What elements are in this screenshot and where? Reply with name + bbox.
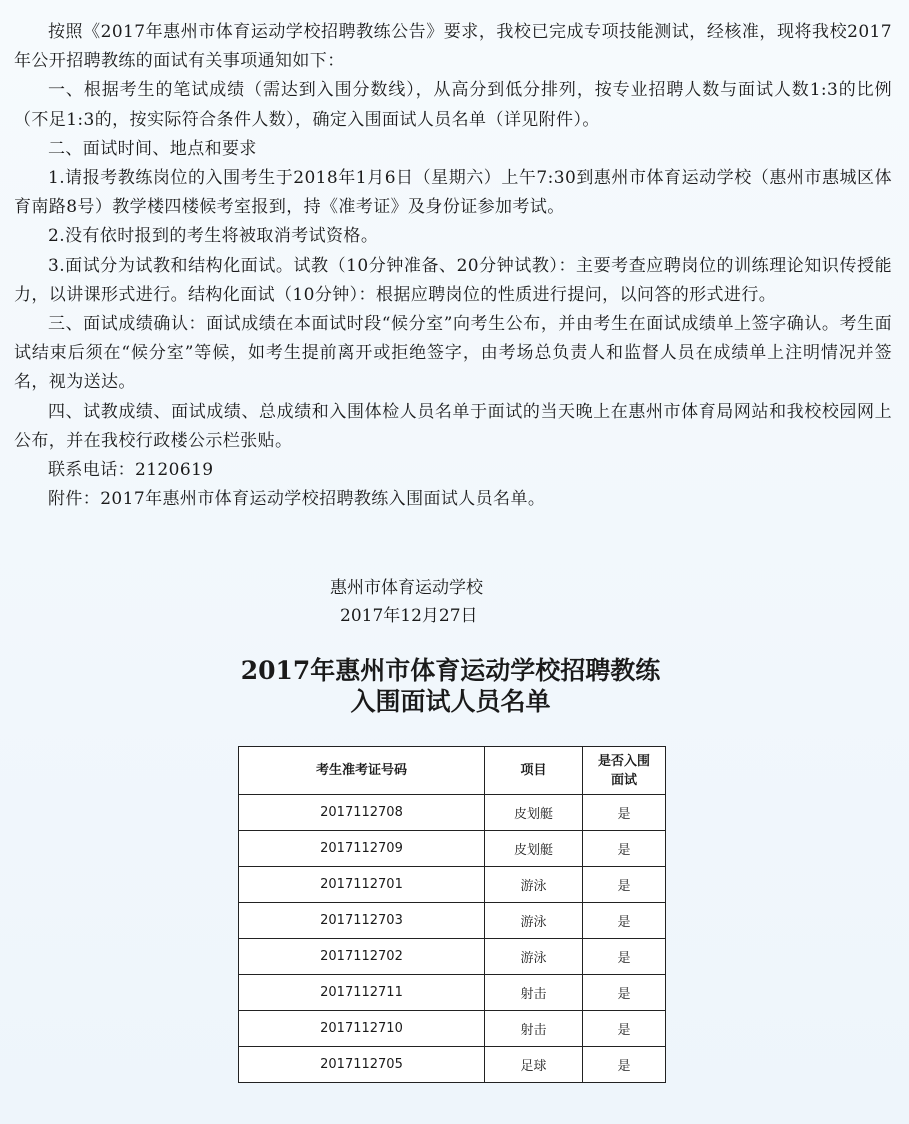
- cell-exam-number: 2017112705: [239, 1047, 485, 1083]
- notice-paragraph-section-1: 一、根据考生的笔试成绩（需达到入围分数线），从高分到低分排列，按专业招聘人数与面试人数1:3的比例（不足1:3的，按实际符合条件人数），确定入围面试人员名单（详见附件）。: [14, 80, 892, 130]
- table-row: [239, 903, 666, 939]
- cell-shortlisted: 是: [583, 795, 666, 831]
- notice-body: [14, 18, 892, 514]
- cell-shortlisted: 是: [583, 903, 666, 939]
- table-header-row: [239, 747, 666, 795]
- cell-event: 游泳: [485, 867, 583, 903]
- cell-shortlisted: 是: [583, 975, 666, 1011]
- cell-event: 游泳: [485, 939, 583, 975]
- table-row: [239, 1047, 666, 1083]
- notice-paragraph-intro: 按照《2017年惠州市体育运动学校招聘教练公告》要求，我校已完成专项技能测试，经核准，现将我校2017年公开招聘教练的面试有关事项通知如下：: [14, 22, 892, 72]
- list-title: [0, 655, 909, 717]
- cell-exam-number: 2017112709: [239, 831, 485, 867]
- table-row: [239, 831, 666, 867]
- cell-shortlisted: 是: [583, 1047, 666, 1083]
- header-shortlisted-text: 是否入围 面试: [597, 753, 650, 788]
- notice-paragraph-section-2-heading: 二、面试时间、地点和要求: [48, 138, 257, 159]
- list-title-line-2: 入围面试人员名单: [350, 687, 551, 716]
- notice-paragraph-section-3: 三、面试成绩确认：面试成绩在本面试时段“候分室”向考生公布，并由考生在面试成绩单上签字确认。考生面试结束后须在“候分室”等候，如考生提前离开或拒绝签字，由考场总负责人和监督人员在成绩单上注明情况并签名，视为送达。: [14, 314, 892, 393]
- notice-paragraph-item-1: 1.请报考教练岗位的入围考生于2018年1月6日（星期六）上午7:30到惠州市体育运动学校（惠州市惠城区体育南路8号）教学楼四楼候考室报到，持《准考证》及身份证参加考试。: [14, 168, 892, 218]
- notice-contact-phone: 联系电话：2120619: [48, 460, 214, 481]
- table-row: [239, 867, 666, 903]
- cell-exam-number: 2017112701: [239, 867, 485, 903]
- notice-paragraph-section-4: 四、试教成绩、面试成绩、总成绩和入围体检人员名单于面试的当天晚上在惠州市体育局网站和我校校园网上公布，并在我校行政楼公示栏张贴。: [14, 401, 892, 451]
- signature-date: 2017年12月27日: [340, 606, 478, 626]
- list-title-line-1: 2017年惠州市体育运动学校招聘教练: [240, 656, 661, 685]
- cell-exam-number: 2017112703: [239, 903, 485, 939]
- table-row: [239, 975, 666, 1011]
- table-row: [239, 795, 666, 831]
- signature-organization: 惠州市体育运动学校: [330, 578, 483, 598]
- cell-exam-number: 2017112708: [239, 795, 485, 831]
- cell-exam-number: 2017112702: [239, 939, 485, 975]
- header-event: 项目: [485, 747, 583, 795]
- cell-event: 射击: [485, 975, 583, 1011]
- cell-event: 皮划艇: [485, 795, 583, 831]
- cell-shortlisted: 是: [583, 1011, 666, 1047]
- candidate-table: [238, 746, 666, 1083]
- cell-exam-number: 2017112710: [239, 1011, 485, 1047]
- cell-exam-number: 2017112711: [239, 975, 485, 1011]
- cell-shortlisted: 是: [583, 867, 666, 903]
- table-row: [239, 1011, 666, 1047]
- notice-attachment: 附件：2017年惠州市体育运动学校招聘教练入围面试人员名单。: [48, 489, 546, 510]
- cell-event: 皮划艇: [485, 831, 583, 867]
- cell-shortlisted: 是: [583, 939, 666, 975]
- table-row: [239, 939, 666, 975]
- header-exam-number: 考生准考证号码: [239, 747, 485, 795]
- header-shortlisted: [583, 747, 666, 795]
- notice-paragraph-item-2: 2.没有依时报到的考生将被取消考试资格。: [48, 226, 379, 247]
- cell-event: 足球: [485, 1047, 583, 1083]
- notice-paragraph-item-3: 3.面试分为试教和结构化面试。试教（10分钟准备、20分钟试教）：主要考查应聘岗位的训练理论知识传授能力，以讲课形式进行。结构化面试（10分钟）：根据应聘岗位的性质进行提问，以问答的形式进行。: [14, 255, 892, 305]
- cell-shortlisted: 是: [583, 831, 666, 867]
- cell-event: 射击: [485, 1011, 583, 1047]
- cell-event: 游泳: [485, 903, 583, 939]
